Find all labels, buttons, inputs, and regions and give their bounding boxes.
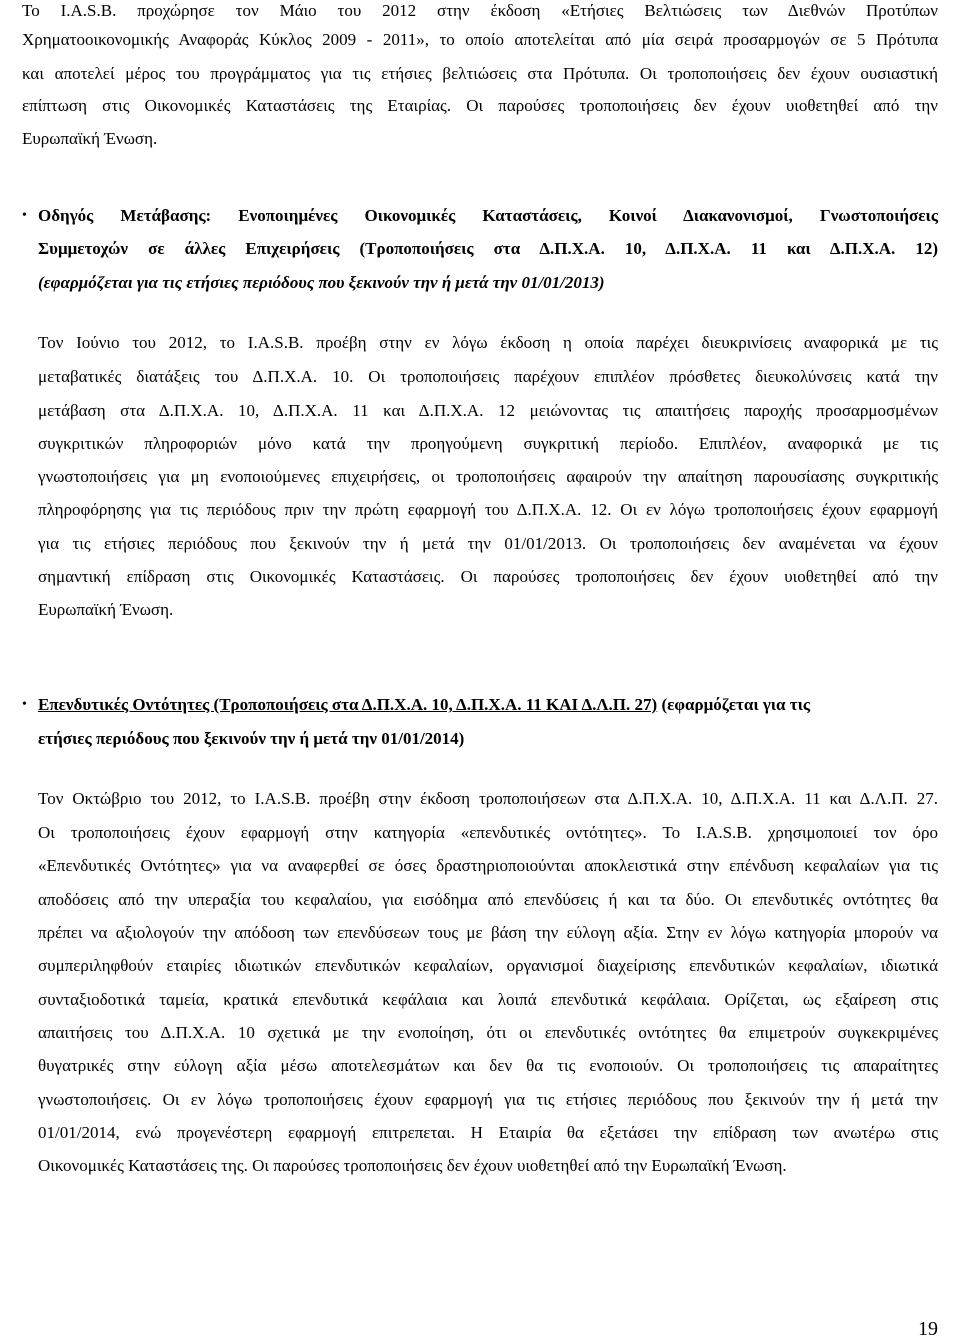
text-line: Ευρωπαϊκή Ένωση. (38, 600, 174, 619)
text-line: Ευρωπαϊκή Ένωση. (22, 129, 158, 148)
text-line: μεταβατικές διατάξεις του Δ.Π.Χ.Α. 10. Οι τροποποιήσεις παρέχουν επιπλέον πρόσθετες διευκολύνσεις κατά την (38, 367, 938, 386)
text-line: συνταξιοδοτικά ταμεία, κρατικά επενδυτικά κεφάλαια και λοιπά επενδυτικά κεφάλαια. Ορίζεται, ως εξαίρεση στις (38, 990, 938, 1009)
section-heading-title: Επενδυτικές Οντότητες (Τροποποιήσεις στα Δ.Π.Χ.Α. 10, Δ.Π.Χ.Α. 11 ΚΑΙ Δ.Λ.Π. 27) (38, 695, 658, 714)
text-line: Τον Οκτώβριο του 2012, το I.A.S.B. προέβη στην έκδοση τροποποιήσεων στα Δ.Π.Χ.Α. 10, Δ.Π.Χ.Α. 11 και Δ.Λ.Π. 27. (38, 789, 938, 808)
text-line: Τον Ιούνιο του 2012, το I.A.S.B. προέβη στην εν λόγω έκδοση η οποία παρέχει διευκρινίσεις αναφορικά με τις (38, 333, 938, 352)
section-heading-scope: ετήσιες περιόδους που ξεκινούν την ή μετά την 01/01/2014) (38, 729, 465, 748)
bullet-icon: • (22, 208, 27, 223)
section-heading: Συμμετοχών σε άλλες Επιχειρήσεις (Τροποποιήσεις στα Δ.Π.Χ.Α. 10, Δ.Π.Χ.Α. 11 και Δ.Π.Χ.Α. 12) (38, 239, 938, 258)
text-line: Οικονομικές Καταστάσεις της. Οι παρούσες τροποποιήσεις δεν έχουν υιοθετηθεί από την Ευρωπαϊκή Ένωση. (38, 1156, 787, 1175)
text-line: και αποτελεί μέρος του προγράμματος για τις ετήσιες βελτιώσεις στα Πρότυπα. Οι τροποποιήσεις δεν έχουν ουσιαστική (22, 64, 938, 83)
text-line: απαιτήσεις του Δ.Π.Χ.Α. 10 σχετικά με την ενοποίηση, ότι οι επενδυτικές οντότητες θα επιμετρούν συγκεκριμένες (38, 1023, 938, 1042)
section-heading (38, 694, 938, 716)
text-line: επίπτωση στις Οικονομικές Καταστάσεις της Εταιρίας. Οι παρούσες τροποποιήσεις δεν έχουν υιοθετηθεί από την (22, 96, 938, 115)
text-line: σημαντική επίδραση στις Οικονομικές Καταστάσεις. Οι παρούσες τροποποιήσεις δεν έχουν υιοθετηθεί από την (38, 567, 938, 586)
text-line: για τις ετήσιες περιόδους που ξεκινούν την ή μετά την 01/01/2013. Οι τροποποιήσεις δεν αναμένεται να έχουν (38, 534, 938, 553)
text-line: αποδόσεις από την υπεραξία του κεφαλαίου, για εισόδημα από επενδύσεις ή και τα δύο. Οι επενδυτικές οντότητες θα (38, 890, 938, 909)
text-line: γνωστοποιήσεις για μη ενοποιούμενες επιχειρήσεις, οι τροποποιήσεις αφαιρούν την απαίτηση παρουσίασης συγκριτικής (38, 467, 938, 486)
text-line: γνωστοποιήσεις. Οι εν λόγω τροποποιήσεις έχουν εφαρμογή για τις ετήσιες περιόδους που ξεκινούν την ή μετά την (38, 1090, 938, 1109)
section-heading-scope: (εφαρμόζεται για τις (657, 695, 811, 714)
text-line: Οι τροποποιήσεις έχουν εφαρμογή στην κατηγορία «επενδυτικές οντότητες». Το I.A.S.B. χρησιμοποιεί τον όρο (38, 823, 938, 842)
text-line: «Επενδυτικές Οντότητες» για να αναφερθεί σε όσες δραστηριοποιούνται αποκλειστικά στην επένδυση κεφαλαίων για τις (38, 856, 938, 875)
text-line: μετάβαση στα Δ.Π.Χ.Α. 10, Δ.Π.Χ.Α. 11 και Δ.Π.Χ.Α. 12 μειώνοντας τις απαιτήσεις παροχής προσαρμοσμένων (38, 401, 938, 420)
text-line: θυγατρικές στην εύλογη αξία μέσω αποτελεσμάτων και δεν θα τις ενοποιούν. Οι τροποποιήσεις τις απαραίτητες (38, 1056, 938, 1075)
text-line: Το I.A.S.B. προχώρησε τον Μάιο του 2012 στην έκδοση «Ετήσιες Βελτιώσεις των Διεθνών Προτύπων (22, 1, 938, 20)
section-heading-scope: (εφαρμόζεται για τις ετήσιες περιόδους που ξεκινούν την ή μετά την 01/01/2013) (38, 273, 605, 292)
text-line: πληροφόρησης για τις περιόδους πριν την πρώτη εφαρμογή του Δ.Π.Χ.Α. 12. Οι εν λόγω τροποποιήσεις έχουν εφαρμογή (38, 500, 938, 519)
page-number: 19 (918, 1318, 938, 1340)
text-line: 01/01/2014, ενώ προγενέστερη εφαρμογή επιτρεπεται. Η Εταιρία θα εξετάσει την επίδραση των ανωτέρω στις (38, 1123, 938, 1142)
text-line: Χρηματοοικονομικής Αναφοράς Κύκλος 2009 - 2011», το οποίο αποτελείται από μία σειρά προσαρμογών σε 5 Πρότυπα (22, 30, 938, 49)
section-heading: Οδηγός Μετάβασης: Ενοποιημένες Οικονομικές Καταστάσεις, Κοινοί Διακανονισμοί, Γνωστοποιήσεις (38, 206, 938, 225)
text-line: πρέπει να αξιολογούν την απόδοση των επενδύσεων τους με βάση την εύλογη αξία. Στην εν λόγω κατηγορία μπορούν να (38, 923, 938, 942)
text-line: συμπεριληφθούν εταιρίες ιδιωτικών επενδυτικών κεφαλαίων, οργανισμοί διαχείρισης επενδυτικών κεφαλαίων, ιδιωτικά (38, 956, 938, 975)
bullet-icon: • (22, 697, 27, 712)
text-line: συγκριτικών πληροφοριών μόνο κατά την προηγούμενη συγκριτική περίοδο. Επιπλέον, αναφορικά με τις (38, 434, 938, 453)
